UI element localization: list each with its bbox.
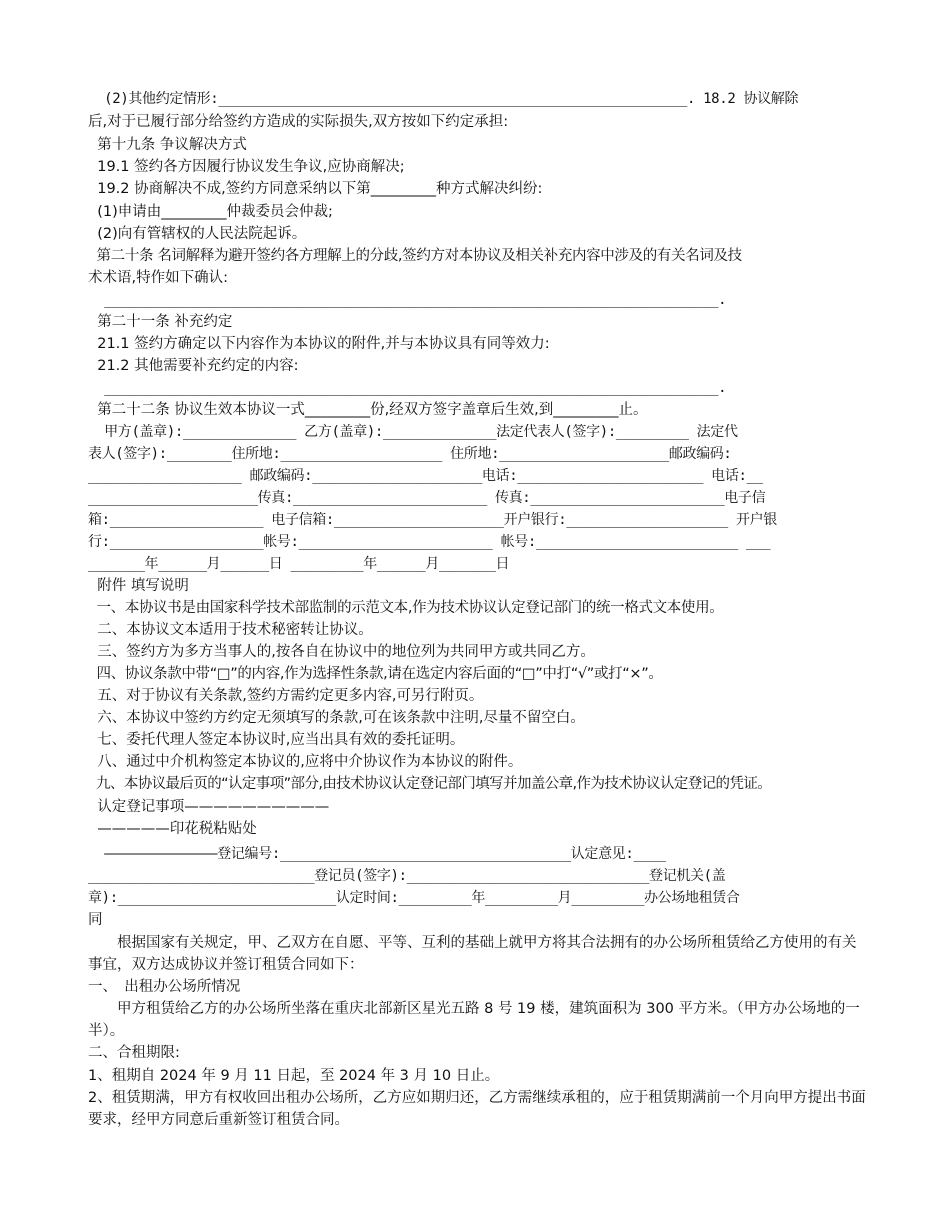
- note-item: 八、通过中介机构签定本协议的,应将中介协议作为本协议的附件。: [88, 754, 523, 770]
- registration-line: 章):___________________________认定时间:_________年_________月_________办公场地租赁合: [88, 890, 740, 906]
- section-heading: 附件 填写说明: [88, 578, 189, 594]
- text-line: (1)申请由_________仲裁委员会仲裁;: [88, 204, 333, 220]
- note-item: 七、委托代理人签定本协议时,应当出具有效的委托证明。: [88, 732, 465, 748]
- contract-paragraph: 2、租赁期满，甲方有权收回出租办公场所，乙方应如期归还，乙方需继续承租的，应于租赁期满前一个月向甲方提出书面要求，经甲方同意后重新签订租赁合同。: [88, 1090, 866, 1128]
- text-line: 后,对于已履行部分给签约方造成的实际损失,双方按如下约定承担:: [88, 114, 509, 130]
- contract-intro: 根据国家有关规定，甲、乙双方在自愿、平等、互利的基础上就甲方将其合法拥有的办公场所租赁给乙方使用的有关事宜，双方达成协议并签订租赁合同如下：: [88, 935, 857, 973]
- section-heading: 第二十一条 补充约定: [88, 314, 233, 330]
- note-item: 二、本协议文本适用于技术秘密转让协议。: [88, 622, 373, 638]
- signature-line: 甲方(盖章):______________ 乙方(盖章):______________法定代表人(签字):_________ 法定代: [88, 424, 738, 440]
- registration-line: ——————————————登记编号:____________________________________认定意见:____: [88, 846, 666, 862]
- signature-line: ___________________ 邮政编码:_____________________电话:_______________________ 电话:__: [88, 468, 763, 484]
- note-item: 一、本协议书是由国家科学技术部监制的示范文本,作为技术协议认定登记部门的统一格式文本使用。: [88, 600, 724, 616]
- contract-paragraph: 甲方租赁给乙方的办公场所坐落在重庆北部新区星光五路 8 号 19 楼，建筑面积为 300 平方米。（甲方办公场地的一半）。: [88, 1001, 860, 1039]
- registration-line: ____________________________登记员(签字):______________________________登记机关(盖: [88, 868, 726, 884]
- signature-line: 行:___________________帐号:________________________ 帐号:_________________________ ___: [88, 534, 771, 550]
- blank-line: ____________________________________________________________________________.: [88, 292, 727, 308]
- text-line: 19.1 签约各方因履行协议发生争议,应协商解决;: [88, 159, 405, 175]
- text-line: 术术语,特作如下确认:: [88, 270, 228, 286]
- note-item: 三、签约方为多方当事人的,按各自在协议中的地位列为共同甲方或共同乙方。: [88, 644, 595, 660]
- signature-line: _____________________传真:________________________ 传真:________________________电子信: [88, 490, 766, 506]
- contract-section-title: 二、合租期限:: [88, 1045, 180, 1061]
- stamp-area-label: —————印花税粘贴处: [88, 821, 257, 837]
- text-line: 第二十条 名词解释为避开签约各方理解上的分歧,签约方对本协议及相关补充内容中涉及的有关名词及技: [88, 248, 742, 264]
- blank-line: ____________________________________________________________________________.: [88, 380, 727, 396]
- signature-line: 箱:___________________ 电子信箱:_____________________开户银行:____________________ 开户银: [88, 512, 777, 528]
- text-line: (2)其他约定情形:__________________________________________________________. 18.2 协议解除: [88, 91, 799, 107]
- registration-heading: 认定登记事项——————————: [88, 799, 330, 815]
- note-item: 四、协议条款中带“□”的内容,作为选择性条款,请在选定内容后面的“□”中打“√”或打“×”。: [88, 666, 663, 682]
- note-item: 九、本协议最后页的“认定事项”部分,由技术协议认定登记部门填写并加盖公章,作为技术协议认定登记的凭证。: [88, 776, 772, 792]
- text-line: 21.1 签约方确定以下内容作为本协议的附件,并与本协议具有同等效力:: [88, 336, 550, 352]
- text-line: (2)向有管辖权的人民法院起诉。: [88, 226, 307, 242]
- note-item: 五、对于协议有关条款,签约方需约定更多内容,可另行附页。: [88, 688, 484, 704]
- text-line: 第二十二条 协议生效本协议一式_________份,经双方签字盖章后生效,到_________止。: [88, 402, 648, 418]
- date-line: _______年______月______日 _________年______月_______日: [88, 556, 510, 572]
- text-line: 同: [88, 912, 103, 928]
- text-line: 21.2 其他需要补充约定的内容:: [88, 358, 299, 374]
- section-heading: 第十九条 争议解决方式: [88, 137, 247, 153]
- note-item: 六、本协议中签约方约定无须填写的条款,可在该条款中注明,尽量不留空白。: [88, 710, 585, 726]
- contract-paragraph: 1、租期自 2024 年 9 月 11 日起，至 2024 年 3 月 10 日止。: [88, 1068, 500, 1084]
- signature-line: 表人(签字):________住所地:____________________ 住所地:_____________________邮政编码:: [88, 446, 732, 462]
- contract-section-title: 一、 出租办公场所情况: [88, 979, 241, 995]
- text-line: 19.2 协商解决不成,签约方同意采纳以下第_________种方式解决纠纷:: [88, 181, 543, 197]
